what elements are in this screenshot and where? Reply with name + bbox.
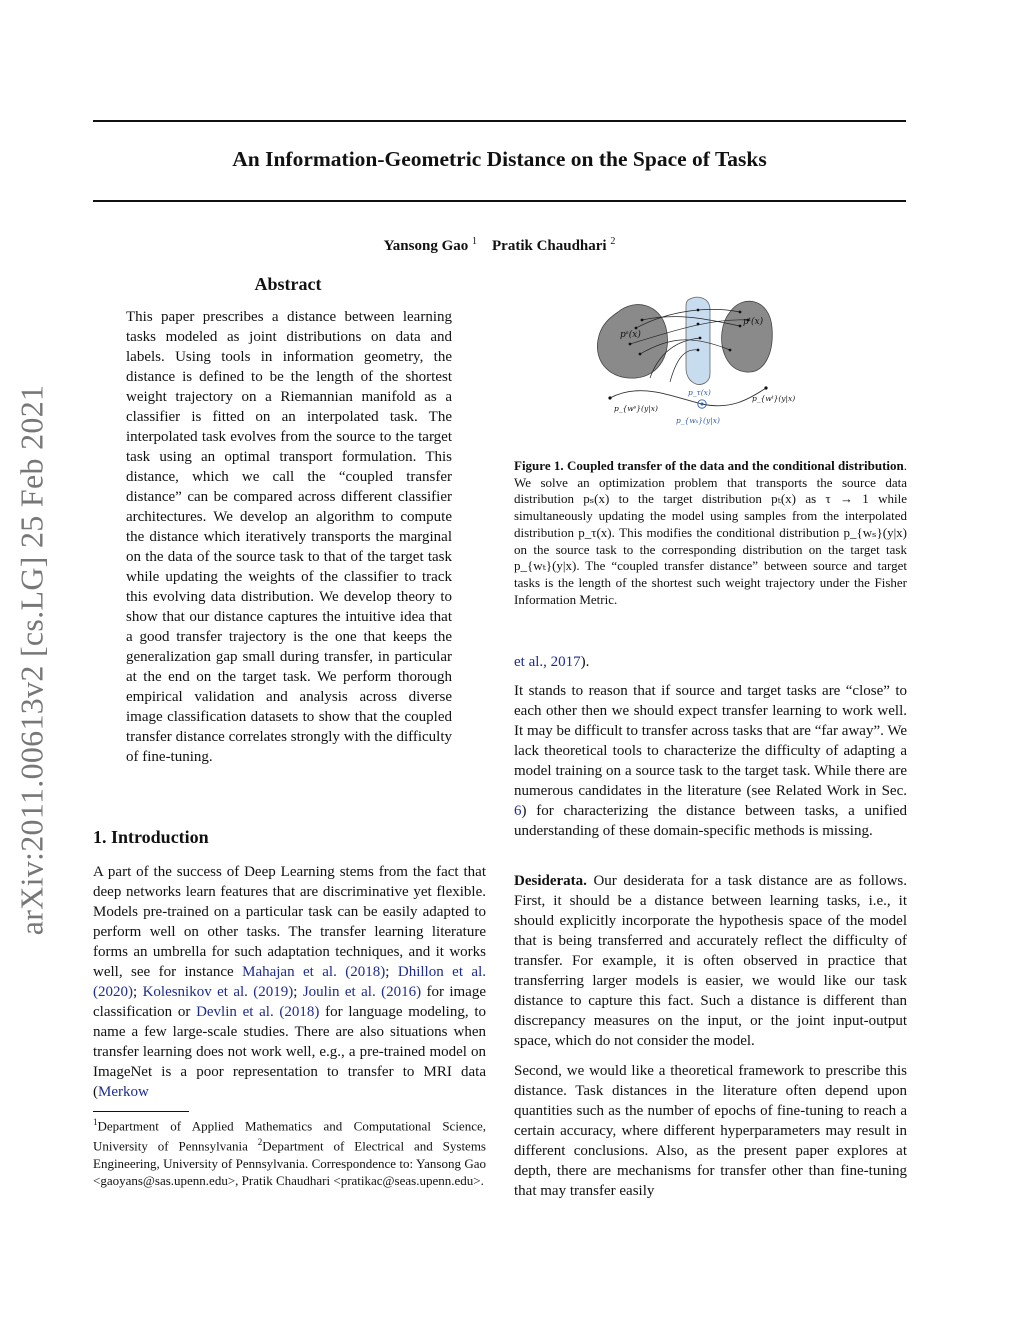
section-heading-introduction: 1. Introduction (93, 827, 209, 847)
paragraph-motivation: It stands to reason that if source and target tasks are “close” to each other then we should expect transfer learning to work well. It may be difficult to transfer across tasks that are “far away”. We lack theoretical tools to characterize the difficulty of adapting a model training on a source task to the target task. While there are numerous candidates in the literature (see Related Work in Sec. 6) for characterizing the distance between tasks, a unified understanding of these domain-specific methods is missing. (514, 683, 907, 839)
label-source-marginal: pˢ(x) (620, 330, 641, 340)
author-affil: 2 (610, 236, 616, 247)
section-ref-link[interactable]: 6 (514, 803, 522, 819)
arxiv-stamp-text: arXiv:2011.00613v2 [cs.LG] 25 Feb 2021 (13, 384, 50, 936)
author-list (93, 236, 906, 255)
author-affil: 1 (472, 236, 477, 247)
citation-link[interactable]: Devlin et al. (2018) (196, 1004, 320, 1020)
label-source-conditional: p_{wˢ}(y|x) (614, 404, 658, 413)
author-name: Pratik Chaudhari (492, 238, 607, 254)
label-interpolated: p_τ(x) (688, 388, 711, 397)
footnote-rule (93, 1111, 189, 1112)
figure-caption-lead: Figure 1. Coupled transfer of the data and the conditional distribution (514, 458, 904, 473)
paper-title: An Information-Geometric Distance on the Space of Tasks (232, 147, 767, 171)
abstract-body: This paper prescribes a distance between learning tasks modeled as joint distributions on data and labels. Using tools in information geometry, the distance is defined to be the length of the shortest weight trajectory on a Riemannian manifold as a classifier is fitted on an interpolated task. The interpolated task evolves from the source to the target task using an optimal transport formulation. This distance, which we call the “coupled transfer distance” can be compared across different classifier architectures. We develop an algorithm to compute the distance which iteratively transports the marginal on the data of the source task to that of the target task while updating the weights of the classifier to track this evolving data distribution. We develop theory to show that our distance captures the intuitive idea that a good transfer trajectory is the one that keeps the generalization gap small during transfer, in particular at the end on the target task. We perform thorough empirical validation and analysis across diverse image classification datasets to show that the coupled transfer distance correlates strongly with the difficulty of fine-tuning. (126, 309, 452, 765)
abstract-heading: Abstract (254, 274, 322, 294)
citation-link[interactable]: Kolesnikov et al. (2019) (142, 984, 294, 1000)
title-bottom-rule (93, 200, 906, 202)
label-target-marginal: pᵗ(x) (743, 317, 764, 327)
citation-link[interactable]: Joulin et al. (2016) (302, 984, 422, 1000)
figure-caption: Figure 1. Coupled transfer of the data and the conditional distribution. We solve an optimization problem that transports the source data distribution pₛ(x) to the target distribution pₜ(x) as τ → 1 while simultaneously updating the model using samples from the interpolated distribution p_τ(x). This modifies the conditional distribution p_{wₛ}(y|x) on the source task to the corresponding distribution on the target task p_{wₜ}(y|x). The “coupled transfer distance” between source and target tasks is the length of the shortest such weight trajectory under the Fisher Information Metric. (514, 458, 907, 607)
target-distribution-blob (722, 301, 773, 372)
source-distribution-blob (597, 305, 667, 379)
title-top-rule (93, 120, 906, 122)
desiderata-lead: Desiderata. (514, 873, 587, 889)
arxiv-stamp (2, 380, 62, 940)
citation-link[interactable]: Dhillon et al. (2020) (93, 964, 486, 1000)
paragraph-desiderata: Desiderata. Our desiderata for a task distance are as follows. First, it should be a distance between learning tasks, i.e., it should explicitly incorporate the hypothesis space of the model that is being transferred and accurately reflect the difficulty of transfer. For example, it is often observed in practice that transferring larger models is easier, we would like our task distance to capture this fact. Such a distance is different than discrepancy measures on the input, or the joint input-output space, which do not consider the model. (514, 873, 907, 1049)
intro-paragraph: A part of the success of Deep Learning stems from the fact that deep networks learn features that are discriminative yet flexible. Models pre-trained on a particular task can be easily adapted to perform well on other tasks. The transfer learning literature forms an umbrella for such adaptation techniques, and it works well, see for instance Mahajan et al. (2018); Dhillon et al. (2020); Kolesnikov et al. (2019); Joulin et al. (2016) for image classification or Devlin et al. (2018) for language modeling, to name a few large-scale studies. There are also situations when transfer learning does not work well, e.g., a pre-trained model on ImageNet is a poor representation to transfer to MRI data (Merkow (93, 864, 486, 1100)
figure-coupled-transfer (580, 290, 830, 430)
label-target-conditional: p_{wᵗ}(y|x) (752, 394, 796, 403)
paragraph-second-desideratum: Second, we would like a theoretical framework to prescribe this distance. Task distances in the literature often depend upon quantities such as the number of epochs of fine-tuning to reach a certain accuracy, where different hyperparameters may result in different conclusions. Also, as the present paper explores at depth, there are mechanisms for transfer other than fine-tuning that may transfer easily (514, 1063, 907, 1199)
citation-link[interactable]: et al., 2017 (514, 654, 581, 670)
label-current-conditional: p_{wₛ}(y|x) (676, 416, 720, 425)
author-name: Yansong Gao (383, 238, 469, 254)
citation-link[interactable]: Merkow (98, 1084, 149, 1100)
footnote: $^1$Department of Applied Mathematics and Computational Science, University of Pennsylvania $^2$Department of Electrical and Systems Engineering, University of Pennsylvania. Correspondence to: Yansong Gao <gaoyans@sas.upenn.edu>, Pratik Chaudhari <pratikac@seas.upenn.edu>. (93, 1117, 486, 1188)
citation-link[interactable]: Mahajan et al. (2018) (242, 964, 386, 980)
continued-citation: et al., 2017). (514, 654, 590, 670)
